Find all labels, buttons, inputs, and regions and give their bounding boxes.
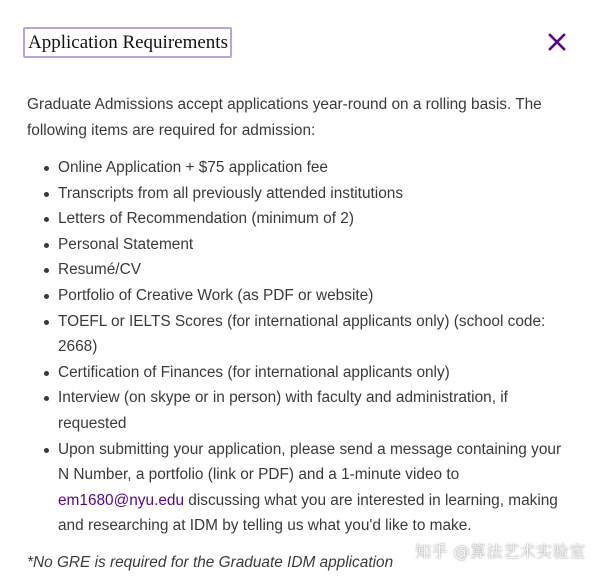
requirement-text-before: Upon submitting your application, please send a message containing your N Number, a portfolio (link or PDF) and a 1-minute video to <box>58 440 562 484</box>
bullet-icon <box>44 166 49 171</box>
email-link[interactable]: em1680@nyu.edu <box>58 491 185 509</box>
list-item <box>27 257 575 283</box>
bullet-icon <box>44 320 49 325</box>
bullet-icon <box>44 294 49 299</box>
close-icon <box>544 30 570 54</box>
close-button[interactable] <box>544 30 570 54</box>
list-item <box>27 360 575 386</box>
watermark: 知乎 @算法艺术实验室 <box>415 542 586 561</box>
bullet-icon <box>44 217 49 222</box>
requirement-text: Online Application + $75 application fee <box>58 159 328 176</box>
bullet-icon <box>44 371 49 376</box>
requirement-text: Personal Statement <box>58 235 194 253</box>
footnote: *No GRE is required for the Graduate IDM application <box>27 554 394 571</box>
list-item <box>27 181 575 207</box>
requirement-text: TOEFL or IELTS Scores (for international applicants only) (school code: 2668) <box>58 312 546 356</box>
bullet-icon <box>44 192 49 197</box>
list-item <box>27 309 575 360</box>
list-item <box>27 206 575 232</box>
bullet-icon <box>44 396 49 401</box>
requirement-text: Interview (on skype or in person) with faculty and administration, if requested <box>58 389 508 432</box>
list-item <box>27 385 575 436</box>
bullet-icon <box>44 448 49 453</box>
bullet-icon <box>44 268 49 273</box>
requirement-text: Letters of Recommendation (minimum of 2) <box>58 210 354 228</box>
requirement-text: Certification of Finances (for international applicants only) <box>58 363 450 381</box>
list-item <box>27 155 575 181</box>
intro-text: Graduate Admissions accept applications year-round on a rolling basis. The following items are required for admission: <box>27 96 542 139</box>
list-item <box>27 283 575 309</box>
requirement-text: Portfolio of Creative Work (as PDF or website) <box>58 286 374 304</box>
requirement-text-after: discussing what you are interested in learning, making and researching at IDM by telling us what you'd like to make. <box>58 491 558 535</box>
requirement-text: Transcripts from all previously attended institutions <box>58 184 404 202</box>
modal-title: Application Requirements <box>23 27 232 58</box>
list-item <box>27 437 575 539</box>
requirement-text: Resumé/CV <box>58 261 141 279</box>
bullet-icon <box>44 243 49 248</box>
requirements-list <box>27 155 575 539</box>
list-item <box>27 232 575 258</box>
